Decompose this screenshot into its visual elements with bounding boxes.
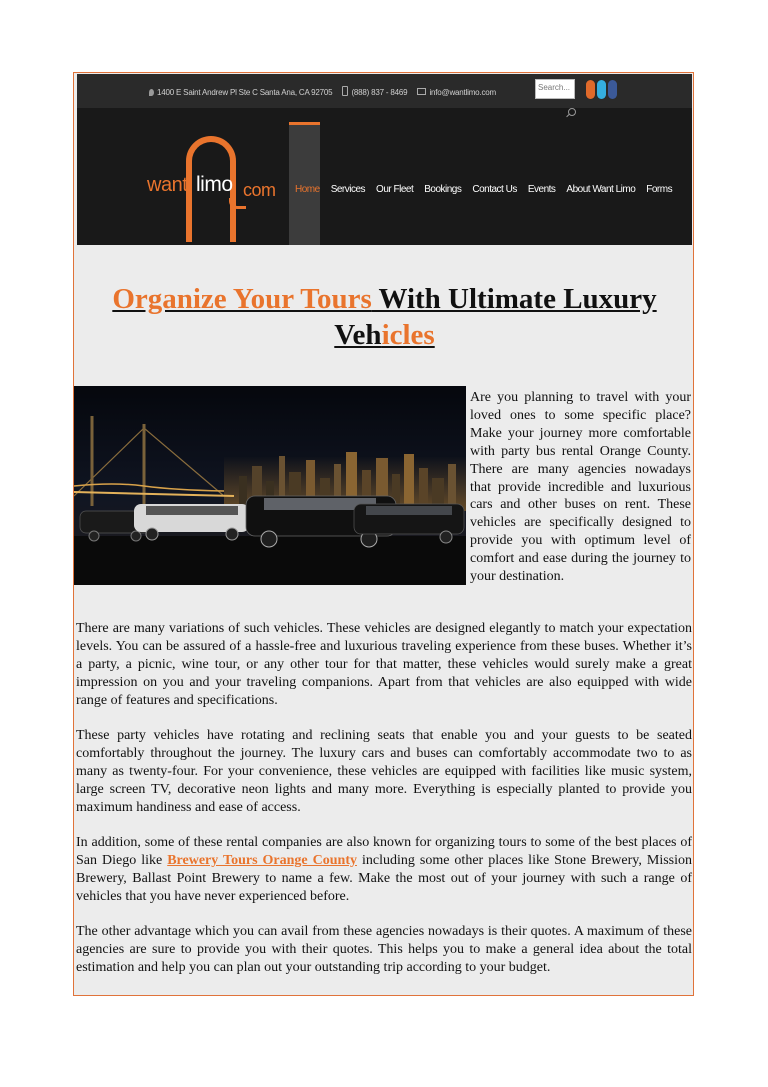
nav-our-fleet[interactable]: Our Fleet: [376, 184, 414, 195]
intro-paragraph: Are you planning to travel with your loved ones to some specific place? Make your journey more comfortable with party bus rental Orange County. There are many agencies nowadays that provide incredible and luxurious cars and other buses on rent. These vehicles are specifically designed to provide you with optimum level of comfort and ease during the journey to your destination.: [470, 390, 691, 585]
limousine-fleet-image: [74, 386, 466, 585]
email-item: [417, 88, 496, 97]
search-input[interactable]: Search...: [535, 79, 575, 99]
page-title: [74, 281, 694, 353]
paragraph-tours: [76, 834, 692, 906]
paragraph-tours-text-2: including some other places like Stone Brewery, Mission Brewery, Ballast Point Brewery to name a few. Make the most out of your journey with such a range of vehicles that you have never experienced before.: [76, 852, 692, 904]
title-text: With Ultimate Luxury: [371, 283, 657, 315]
nav-services[interactable]: Services: [330, 184, 366, 195]
title-text-2: Veh: [334, 319, 382, 351]
website-header-screenshot: [77, 74, 692, 245]
social-icon-1[interactable]: [586, 80, 595, 99]
phone-icon: [342, 86, 348, 96]
paragraph-quotes: The other advantage which you can avail from these agencies nowadays is their quotes. A maximum of these agencies are sure to provide you with their quotes. This helps you to make a general idea about the total estimation and help you can plan out your outstanding trip according to your budget.: [76, 924, 692, 975]
logo-limo-text: limo: [196, 173, 233, 196]
nav-about[interactable]: About Want Limo: [566, 184, 636, 195]
phone-item: [342, 88, 407, 97]
limousine-photo: [74, 386, 466, 585]
want-limo-logo[interactable]: [147, 136, 277, 208]
nav-home[interactable]: Home: [295, 184, 320, 195]
logo-want-text: want: [147, 174, 188, 196]
nav-bookings[interactable]: Bookings: [424, 184, 462, 195]
logo-com-text: com: [243, 180, 276, 200]
document-page: [73, 72, 694, 996]
nav-events[interactable]: Events: [527, 184, 556, 195]
brewery-tours-link[interactable]: Brewery Tours Orange County: [167, 852, 357, 868]
map-pin-icon: [149, 89, 154, 96]
nav-forms[interactable]: Forms: [646, 184, 673, 195]
contact-info: [149, 86, 504, 97]
address-text: 1400 E Saint Andrew Pl Ste C Santa Ana, CA 92705: [157, 88, 333, 97]
nav-contact-us[interactable]: Contact Us: [472, 184, 517, 195]
email-text: info@wantlimo.com: [429, 88, 496, 97]
paragraph-features: These party vehicles have rotating and reclining seats that enable you and your guests to be seated comfortably throughout the journey. The luxury cars and buses can comfortably accommodate two to as many as twenty-four. For your convenience, these vehicles are equipped with facilities like music system, large screen TV, decorative neon lights and many more. Everything is especially planted to provide you maximum handiness and ease of access.: [76, 728, 692, 815]
address-item: [149, 88, 332, 97]
top-info-bar: [77, 74, 692, 108]
facebook-icon[interactable]: [608, 80, 617, 99]
phone-text: (888) 837 - 8469: [351, 88, 408, 97]
paragraph-variations: There are many variations of such vehicles. These vehicles are designed elegantly to match your expectation levels. You can be assured of a hassle-free and luxurious traveling experience from these buses. Whether it’s a party, a picnic, wine tour, or any other tour for that matter, these vehicles would surely make a great impression on you and your traveling companions. Apart from that vehicles are also equipped with wide range of features and specifications.: [76, 621, 692, 708]
search-icon[interactable]: [568, 108, 576, 116]
title-highlight: Organize Your Tours: [112, 283, 372, 315]
title-highlight-2: icles: [381, 319, 435, 351]
twitter-icon[interactable]: [597, 80, 606, 99]
paragraph-tours-text-1: In addition, some of these rental companies are also known for organizing tours to some of the best places of San Diego like: [76, 835, 692, 868]
mail-icon: [417, 88, 426, 95]
main-nav: [295, 184, 683, 195]
